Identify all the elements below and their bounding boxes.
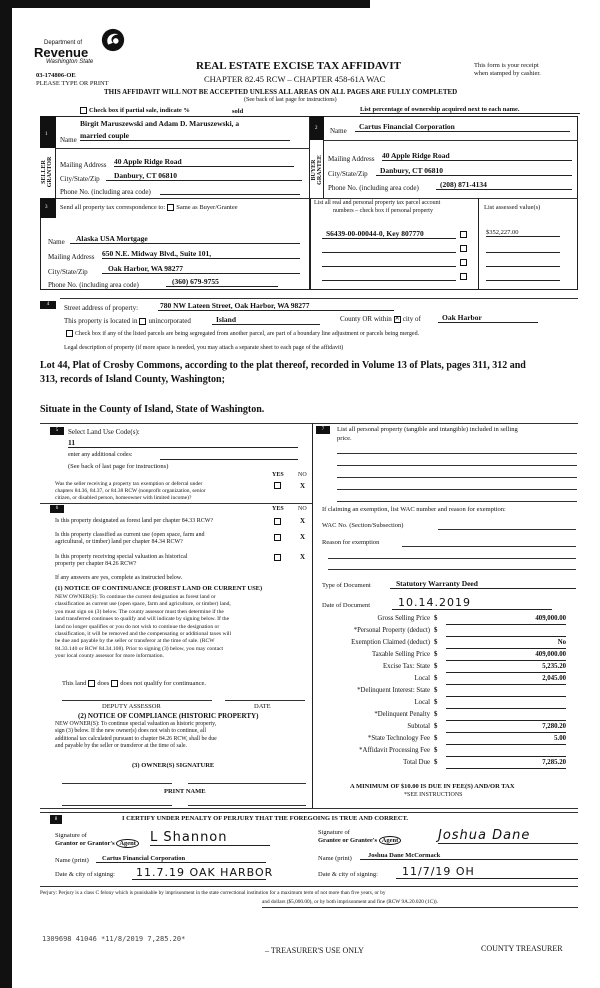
no-header: NO — [298, 506, 307, 512]
assessed-value-field[interactable] — [486, 259, 560, 267]
amount-label: Local — [414, 675, 430, 682]
doc-type-field[interactable]: Statutory Warranty Deed — [390, 579, 576, 589]
perjury-note: Perjury: Perjury is a class C felony which is punishable by imprisonment in the state correctional institution for a maximum term of not more than five years, or by — [40, 890, 386, 896]
corr-phone-label: Phone No. (including area code) — [48, 281, 139, 289]
grantee-signature[interactable]: Joshua Dane — [438, 828, 578, 844]
assessed-value-field[interactable] — [486, 245, 560, 253]
amount-field[interactable]: 5,235.20 — [446, 663, 566, 673]
divider — [40, 198, 578, 199]
section-number: 1 — [45, 132, 48, 137]
forest-yes-checkbox[interactable] — [274, 518, 281, 525]
assessed-value-field[interactable]: $352,227.00 — [486, 229, 560, 237]
assessed-header: List assessed value(s) — [484, 204, 541, 211]
personal-property-line[interactable] — [337, 501, 577, 502]
currency-symbol: $ — [434, 723, 438, 730]
see-back-note: (See back of last page for instructions) — [244, 97, 337, 103]
amount-label: Gross Selling Price — [377, 615, 430, 622]
notice-line: 84.33.140 or RCW 84.34.108). Prior to signing (3) below, you may contact — [55, 645, 224, 652]
no-header: NO — [298, 472, 307, 478]
date-sign-line[interactable] — [225, 700, 305, 701]
amount-field[interactable] — [446, 711, 566, 721]
does-not-checkbox[interactable] — [111, 680, 118, 687]
amount-field[interactable]: No — [446, 639, 566, 649]
section-number: 7 — [316, 426, 330, 434]
doc-type-label: Type of Document — [322, 582, 371, 589]
buyer-phone-field[interactable]: (208) 871-4134 — [436, 180, 572, 190]
buyer-name-field[interactable]: Cartus Financial Corporation — [355, 122, 570, 132]
city-field[interactable]: Oak Harbor — [438, 313, 538, 323]
see-back-note: (See back of last page for instructions) — [68, 463, 169, 470]
amount-field[interactable] — [446, 627, 566, 637]
notice-line: NEW OWNER(S): To continue the current designation as forest land or — [55, 594, 216, 600]
current-use-question: Is this property classified as current use (open space, farm and — [55, 532, 205, 538]
does-label: does — [97, 680, 110, 687]
ownership-note: List percentage of ownership acquired next to each name. — [360, 106, 580, 114]
logo-swirl-icon — [100, 27, 126, 53]
personal-property-line[interactable] — [337, 477, 577, 478]
section3-tab — [40, 198, 56, 218]
sold-label: sold — [232, 108, 244, 115]
owner-sign-line[interactable] — [62, 783, 172, 784]
currency-symbol: $ — [434, 675, 438, 682]
minimum-note: A MINIMUM OF $10.00 IS DUE IN FEE(S) AND/OR TAX — [350, 783, 515, 790]
divider — [56, 148, 310, 149]
personal-property-label: List all personal property (tangible and intangible) included in selling — [337, 426, 518, 433]
same-as-buyer-label: Same as Buyer/Grantee — [176, 204, 238, 211]
correspondence-label: Send all property tax correspondence to: — [60, 204, 166, 211]
section-number: 3 — [45, 205, 48, 210]
current-use-question: agricultural, or timber) land per chapter 84.34 RCW? — [55, 539, 183, 545]
amount-label: Subtotal — [407, 723, 430, 730]
notice-line: classification as current use (open space, farm and agriculture, or timber) land, — [55, 601, 231, 608]
grantee-date-label: Date & city of signing: — [318, 871, 378, 878]
legal-description-line[interactable]: 313, records of Island County, Washington; — [40, 374, 225, 385]
notice-line: land no longer qualifies or you do not wish to continue the designation or — [55, 623, 220, 630]
notice1-title: (1) NOTICE OF CONTINUANCE (FOREST LAND OR CURRENT USE) — [55, 585, 263, 592]
city-of-label: city of — [402, 315, 421, 323]
within-city-row — [340, 315, 421, 323]
receipt-note: This form is your receipt — [474, 62, 539, 69]
reason-field[interactable] — [328, 569, 576, 570]
amount-label: *Delinquent Penalty — [374, 711, 430, 718]
same-as-buyer-checkbox[interactable] — [167, 204, 174, 211]
buyer-city-label: City/State/Zip — [328, 170, 368, 178]
wac-exemption-label: If claiming an exemption, list WAC number and reason for exemption: — [322, 506, 506, 513]
currency-symbol: $ — [434, 651, 438, 658]
wac-label: WAC No. (Section/Subsection) — [322, 522, 404, 529]
corr-city-field[interactable]: Oak Harbor, WA 98277 — [102, 264, 300, 274]
corr-name-label: Name — [48, 238, 65, 246]
section-number: 4 — [40, 301, 56, 309]
date-label: DATE — [254, 703, 271, 710]
buyer-mail-field[interactable]: 40 Apple Ridge Road — [382, 151, 572, 161]
grantor-date-label: Date & city of signing: — [55, 871, 115, 878]
located-row — [64, 317, 191, 325]
divider — [262, 907, 578, 908]
this-land-label: This land — [62, 680, 87, 687]
wac-field[interactable] — [438, 529, 576, 530]
section-number: 6 — [50, 505, 64, 513]
amount-label: Exemption Claimed (deduct) — [351, 639, 430, 646]
agent-circled: Agent — [379, 836, 402, 845]
seller-phone-field[interactable] — [160, 187, 300, 195]
buyer-name-label: Name — [330, 127, 347, 135]
legal-label: Legal description of property (if more space is needed, you may attach a separate sheet to each page of the affidavit) — [64, 345, 344, 351]
corr-phone-field[interactable]: (360) 679-9755 — [166, 277, 278, 287]
print-name-line[interactable] — [62, 805, 172, 806]
seller-mail-field[interactable]: 40 Apple Ridge Road — [114, 157, 294, 167]
notice1-body — [55, 594, 231, 661]
grantor-name-label: Name (print) — [55, 857, 89, 864]
notice-line: additional tax calculated pursuant to chapter 84.26 RCW, shall be due — [55, 735, 217, 742]
county-or-label: County OR within — [340, 315, 392, 323]
divider — [40, 503, 312, 504]
parcel-header: numbers – check box if personal property — [333, 208, 433, 214]
logo-text: Department of — [44, 40, 83, 46]
historic-question: property per chapter 84.26 RCW? — [55, 561, 137, 567]
currency-symbol: $ — [434, 711, 438, 718]
section-number: 8 — [50, 815, 62, 824]
amount-label: *Affidavit Processing Fee — [359, 747, 430, 754]
land-use-code-field[interactable]: 11 — [68, 438, 298, 448]
divider — [324, 140, 578, 141]
form-title: REAL ESTATE EXCISE TAX AFFIDAVIT — [196, 60, 401, 72]
buyer-mail-label: Mailing Address — [328, 155, 375, 163]
section-col-divider — [312, 423, 313, 808]
checkbox[interactable] — [80, 107, 87, 114]
seller-side-label: SELLER GRANTOR — [41, 156, 53, 188]
reason-field[interactable] — [402, 546, 576, 547]
historic-no-mark[interactable]: X — [300, 553, 306, 561]
grantor-sig-label2 — [55, 840, 139, 847]
exemption-question: citizen, or disabled person, homeowner with limited income)? — [55, 495, 192, 501]
yes-header: YES — [272, 472, 284, 478]
buyer-city-field[interactable]: Danbury, CT 06810 — [376, 166, 572, 176]
type-note: PLEASE TYPE OR PRINT — [36, 80, 109, 87]
logo-text: Revenue — [34, 45, 89, 60]
exemption-question: Was the seller receiving a property tax exemption or deferral under — [55, 481, 203, 487]
this-land-row — [62, 680, 206, 687]
personal-property-checkbox[interactable] — [460, 259, 467, 266]
exemption-yes-checkbox[interactable] — [274, 482, 281, 489]
divider — [40, 812, 578, 813]
correspondence-row — [60, 204, 238, 211]
currency-symbol: $ — [434, 663, 438, 670]
personal-property-line[interactable] — [337, 489, 577, 490]
parcel-header: List all real and personal property tax parcel account — [314, 200, 441, 206]
amount-field[interactable]: 409,000.00 — [446, 615, 566, 625]
grantor-name-field[interactable]: Cartus Financial Corporation — [96, 855, 266, 863]
divider — [40, 808, 578, 809]
county-field[interactable]: Island — [212, 315, 320, 325]
grantee-sig-label2 — [318, 837, 401, 844]
receipt-note: when stamped by cashier. — [474, 70, 541, 77]
legal-description-line[interactable]: Situate in the County of Island, State of Washington. — [40, 404, 265, 415]
reason-label: Reason for exemption — [322, 539, 380, 546]
grantee-date-field[interactable]: 11/7/19 OH — [396, 865, 578, 879]
land-use-label: Select Land Use Code(s): — [68, 428, 140, 436]
form-chapter: CHAPTER 82.45 RCW – CHAPTER 458-61A WAC — [204, 74, 386, 84]
corr-name-field[interactable]: Alaska USA Mortgage — [70, 234, 300, 244]
corr-mail-field[interactable]: 650 N.E. Midway Blvd., Suite 101, — [102, 249, 300, 259]
perjury-note: and dollars ($5,000.00), or by both imprisonment and fine (RCW 9A.20.020 (1C)). — [262, 899, 438, 905]
personal-property-checkbox[interactable] — [460, 273, 467, 280]
unincorporated-label: unincorporated — [148, 317, 191, 325]
partial-sale-label: Check box if partial sale, indicate % — [89, 107, 190, 114]
grantee-label: Grantee or Grantee's — [318, 837, 378, 844]
does-not-label: does not qualify for continuance. — [120, 680, 207, 687]
currency-symbol: $ — [434, 687, 438, 694]
parcel-number-field[interactable] — [322, 259, 456, 267]
amount-field[interactable]: 7,280.20 — [446, 723, 566, 733]
treasurer-use-label: – TREASURER'S USE ONLY — [265, 946, 364, 955]
notice-line: land transferred continues to qualify and will indicate by signing below. If the — [55, 616, 230, 623]
partial-sale-checkbox[interactable] — [78, 107, 190, 114]
county-treasurer-label: COUNTY TREASURER — [481, 944, 563, 953]
street-field[interactable]: 780 NW Lateen Street, Oak Harbor, WA 98277 — [158, 301, 394, 311]
amount-label: *Delinquent Interest: State — [357, 687, 430, 694]
within-city-checkbox[interactable]: ✕ — [394, 315, 400, 322]
if-yes-note: If any answers are yes, complete as instructed below. — [55, 575, 183, 581]
exemption-question: chapters 84.36, 84.37, or 84.38 RCW (nonprofit organization, senior — [55, 488, 206, 494]
personal-property-checkbox[interactable] — [460, 245, 467, 252]
additional-codes-field[interactable] — [160, 452, 298, 460]
notice-line: be due and payable by the seller or transferor at the time of sale. (RCW — [55, 638, 215, 645]
unincorporated-checkbox[interactable] — [139, 318, 146, 325]
historic-yes-checkbox[interactable] — [274, 554, 281, 561]
amount-label: Excise Tax: State — [383, 663, 430, 670]
seller-name-line1[interactable]: Birgit Maruszewski and Adam D. Maruszewski, a — [80, 119, 240, 128]
notice2-title: (2) NOTICE OF COMPLIANCE (HISTORIC PROPERTY) — [78, 712, 259, 720]
located-label: This property is located in — [64, 317, 138, 325]
grantor-sig-label: Signature of — [55, 832, 87, 839]
seller-name-line2[interactable]: married couple — [80, 131, 290, 141]
seller-city-field[interactable]: Danbury, CT 06810 — [106, 171, 302, 181]
legal-description-line[interactable]: Lot 44, Plat of Crosby Commons, according to the plat thereof, recorded in Volume 13 of Plats, pages 311, 312 and — [40, 360, 526, 371]
cashier-stamp: 1309698 41046 *11/8/2019 7,285.20* — [42, 935, 186, 943]
scan-edge-top — [0, 0, 370, 8]
buyer-phone-label: Phone No. (including area code) — [328, 184, 419, 192]
currency-symbol: $ — [434, 735, 438, 742]
owner-sign-line[interactable] — [188, 783, 306, 784]
assessed-value-field[interactable] — [486, 273, 560, 281]
section-number: 2 — [315, 126, 318, 131]
grantee-name-label: Name (print) — [318, 855, 352, 862]
personal-property-line[interactable] — [337, 465, 577, 466]
grantee-sig-label: Signature of — [318, 829, 350, 836]
perjury-statement: I CERTIFY UNDER PENALTY OF PERJURY THAT THE FOREGOING IS TRUE AND CORRECT. — [122, 815, 409, 822]
buyer-side-label: BUYER GRANTEE — [311, 155, 323, 185]
notice-line: your local county assessor for more information. — [55, 653, 164, 660]
currency-symbol: $ — [434, 639, 438, 646]
exemption-no-mark[interactable]: X — [300, 482, 306, 490]
forest-no-mark[interactable]: X — [300, 517, 306, 525]
seller-name-label: Name — [60, 136, 77, 144]
corr-city-label: City/State/Zip — [48, 268, 88, 276]
does-checkbox[interactable] — [88, 680, 95, 687]
personal-property-checkbox[interactable] — [460, 231, 467, 238]
amount-field[interactable]: 2,045.00 — [446, 675, 566, 685]
see-instructions: *SEE INSTRUCTIONS — [404, 792, 463, 798]
street-label: Street address of property: — [64, 304, 139, 312]
form-id: 03-174806-OE — [36, 72, 76, 79]
section-number: 5 — [50, 427, 64, 435]
notice-line: NEW OWNER(S): To continue special valuation as historic property, — [55, 721, 217, 727]
parcel-number-field[interactable]: S6439-00-00044-0, Key 807770 — [322, 229, 456, 239]
currency-symbol: $ — [434, 747, 438, 754]
amount-field[interactable]: 409,000.00 — [446, 651, 566, 661]
divider — [40, 423, 578, 424]
grantor-date-field[interactable]: 11.7.19 OAK HARBOR — [132, 866, 266, 880]
print-name-label: PRINT NAME — [164, 788, 206, 795]
amount-field[interactable]: 5.00 — [446, 735, 566, 745]
additional-codes-label: enter any additional codes: — [68, 452, 133, 458]
amount-field[interactable] — [446, 747, 566, 757]
amount-label: *State Technology Fee — [367, 735, 430, 742]
divider — [40, 886, 578, 887]
form-warning: THIS AFFIDAVIT WILL NOT BE ACCEPTED UNLESS ALL AREAS ON ALL PAGES ARE FULLY COMPLETED — [104, 88, 458, 96]
parcel-number-field[interactable] — [322, 245, 456, 253]
notice-line: classification, it will be removed and the compensating or additional taxes will — [55, 631, 232, 638]
notice-line: sign (3) below. If the new owner(s) does not wish to continue, all — [55, 728, 206, 735]
historic-question: Is this property receiving special valuation as historical — [55, 554, 188, 560]
grantee-name-field[interactable]: Joshua Dane McCormack — [360, 852, 578, 860]
logo-text: Washington State — [46, 59, 94, 65]
amount-field[interactable]: 7,285.20 — [446, 759, 566, 769]
personal-property-line[interactable] — [337, 453, 577, 454]
amount-label: Local — [414, 699, 430, 706]
segregated-row — [64, 330, 419, 337]
amount-label: *Personal Property (deduct) — [353, 627, 430, 634]
parcel-col-divider — [478, 198, 479, 290]
current-use-yes-checkbox[interactable] — [274, 534, 281, 541]
doc-date-field[interactable]: 10.14.2019 — [392, 596, 552, 610]
grantor-signature[interactable]: L Shannon — [150, 830, 270, 846]
corr-mail-label: Mailing Address — [48, 253, 95, 261]
personal-property-label: price. — [337, 435, 352, 442]
print-name-line[interactable] — [188, 805, 306, 806]
segregated-label: Check box if any of the listed parcels are being segregated from another parcel, are part of a boundary line adjustment or parcels being merged. — [75, 330, 420, 337]
seller-phone-label: Phone No. (including area code) — [60, 188, 151, 196]
forest-land-question: Is this property designated as forest land per chapter 84.33 RCW? — [55, 518, 214, 524]
amount-field[interactable] — [446, 687, 566, 697]
notice-line: you must sign on (3) below. The county assessor must then determine if the — [55, 608, 224, 615]
currency-symbol: $ — [434, 699, 438, 706]
seller-city-label: City/State/Zip — [60, 175, 100, 183]
owner-signature-label: (3) OWNER(S) SIGNATURE — [132, 762, 215, 769]
deputy-sign-line[interactable] — [62, 700, 212, 701]
seller-mail-label: Mailing Address — [60, 161, 107, 169]
parcel-number-field[interactable] — [322, 273, 456, 281]
divider — [60, 298, 578, 299]
yes-header: YES — [272, 506, 284, 512]
deputy-assessor-label: DEPUTY ASSESSOR — [102, 703, 161, 710]
reason-field[interactable] — [328, 558, 576, 559]
agent-circled: Agent — [116, 839, 139, 848]
amount-label: Total Due — [403, 759, 430, 766]
notice2-body — [55, 721, 217, 751]
currency-symbol: $ — [434, 627, 438, 634]
amount-label: Taxable Selling Price — [371, 651, 430, 658]
doc-date-label: Date of Document — [322, 602, 371, 609]
currency-symbol: $ — [434, 615, 438, 622]
currency-symbol: $ — [434, 759, 438, 766]
segregated-checkbox[interactable] — [66, 330, 73, 337]
current-use-no-mark[interactable]: X — [300, 533, 306, 541]
scan-edge-left — [0, 0, 12, 988]
amount-field[interactable] — [446, 699, 566, 709]
grantor-label: Grantor or Grantor's — [55, 840, 115, 847]
notice-line: and payable by the seller or transferor at the time of sale. — [55, 743, 187, 750]
